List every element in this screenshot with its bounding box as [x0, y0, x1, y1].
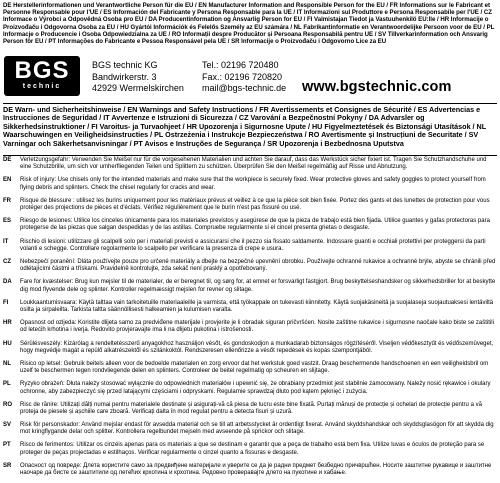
language-code: DE	[3, 157, 12, 163]
instruction-row	[3, 361, 497, 381]
language-code: FR	[3, 197, 11, 204]
instruction-text: Opasnost od ozljeda: Koristite dlijeta samo za predviđene materijale i provjerite je li obradak siguran pričvršćen. Nosite zaštitne rukavice i sigurnosne naočale kako biste se zaštitili od letećih krhotina i iverja. Redovito provjeravajte ima li na dlijetu pukotina i istrošenosti.	[20, 320, 494, 334]
language-code: DA	[3, 279, 12, 286]
language-code: PL	[3, 381, 11, 388]
language-code: FI	[3, 299, 9, 306]
instruction-text: Nebezpečí poranění: Dláta používejte pouze pro určené materiály a dbejte na bezpečné upevnění obrobku. Používejte ochranné rukavice a ochranné brýle, abyste se chránili před odlétajícími částmi a třískami. Pravidelně kontrolujte, zda sekáč není prasklý a opotřebovaný.	[20, 258, 496, 273]
instruction-text: Risk för personskador: Använd mejslar endast för avsedda material och se till att arbetsstycket är ordentligt fixerat. Använd skyddshandskar och skyddsglasögon för att skydda dig mot kringflygande delar och splitter. Kontrollera regelbundet mejseln med avseende på sprickor och slitage.	[20, 422, 494, 436]
language-code: CZ	[3, 258, 11, 265]
instruction-row	[3, 177, 497, 197]
company-street: Bandwirkerstr. 3	[92, 71, 157, 82]
language-code: NL	[3, 360, 11, 367]
instruction-text: Risc de rănire: Utilizați dălți numai pentru materialele destinate și asigurați-vă că piesa de lucru este bine fixată. Purtați mănuși de protecție și ochelari de protecție pentru a vă proteja de piesele și așchiile care zboară. Verificați dalta în mod regulat pentru a detecta fisuri și uzură.	[20, 401, 482, 415]
company-name: BGS technic KG	[92, 60, 158, 70]
instruction-row	[3, 218, 497, 238]
instruction-text: Risco de ferimentos: Utilizar os cinzéis apenas para os materiais a que se destinam e garantir que a peça de trabalho está bem fixa. Utilize luvas e óculos de proteção para se proteger de peças projectadas e estilhaços. Verificar regularmente o cinzel quanto a fissuras e desgaste.	[20, 442, 485, 456]
safety-heading: DE Warn- und Sicherheitshinweise / EN Warnings and Safety Instructions / FR Avertissements et Consignes de Sécurité / ES Advertencias e Instrucciones de Seguridad / IT Avvertenze e Istruzioni di Sicurezza / CZ Varování a Bezpečnostní Pokyny / DA Advarsler og Sikkerhedsinstruktioner / FI Varoitus- ja Turvaohjeet / HR Upozorenja i Sigurnosne Upute / HU Figyelmeztetések és Biztonsági Utasítások / NL Waarschuwingen en Veiligheidsinstructies / PL Ostrzeżenia i Instrukcje Bezpieczeństwa / RO Avertismente și Instrucțiuni de Securitate / SV Varningar och Säkerhetsanvisningar / PT Avisos e Instruções de Segurança / SR Upozorenja i Bezbednosna Uputstva	[3, 105, 487, 148]
instruction-row	[3, 422, 497, 442]
language-code: HU	[3, 340, 12, 347]
instruction-row	[3, 402, 497, 422]
language-code: SV	[3, 422, 12, 429]
phone-number: Tel.: 02196 720480	[202, 60, 279, 70]
instruction-row	[3, 442, 497, 462]
divider-top	[3, 103, 497, 104]
language-code: IT	[3, 238, 9, 245]
logo-subtitle: technic	[22, 83, 62, 90]
fax-number: Fax.: 02196 720820	[202, 71, 283, 82]
website-url: www.bgstechnic.com	[302, 79, 452, 95]
instruction-row	[3, 239, 497, 259]
manufacturer-info-heading: DE Herstellerinformationen und Verantwortliche Person für die EU / EN Manufacturer Information and Responsible Person for the EU / FR Informations sur le Fabricant et Personne Responsable pour l'UE / ES Información del Fabricante y Persona Responsable para la UE / IT Informazioni sul Produttore e Persona Responsabile per l'UE / CZ Informace o Výrobci a Odpovědná Osoba pro EU / DA Producentinformation og Ansvarlig Person for EU / FI Valmistajan Tiedot ja Vastuuhenkilö EU:lle / HR Informacije o Proizvođaču i Odgovorna Osoba za EU / HU Gyártói Információk és Felelős Személy az EU számára / NL Fabrikantinformatie en Verantwoordelijke Persoon voor de EU / PL Informacje o Producencie i Osoba Odpowiedzialna za UE / RO Informații despre Producător și Persoana Responsabilă pentru UE / SV Tillverkarinformation och Ansvarig Person för EU / PT Informações do Fabricante e Pessoa Responsável pela UE / SR Informacije o Proizvođaču i Odgovorno Lice za EU	[3, 2, 495, 46]
instruction-row	[3, 463, 497, 483]
language-code: HR	[3, 320, 12, 327]
email-address: mail@bgs-technic.de	[202, 83, 287, 93]
instruction-text: Sérülésveszély: Kizárólag a rendeltetésszerű anyagokhoz használjon vésőt, és gondoskodjon a munkadarab biztonságos rögzítéséről. Viseljen védőkesztyűt és védőszemüveget, hogy megvédje magát a repülő alkatrészektől és szilánkoktól. Rendszeresen ellenőrizze a vésőt repedések és kopás szempontjából.	[20, 340, 494, 354]
company-city: 42929 Wermelskirchen	[92, 83, 184, 93]
instruction-row	[3, 341, 497, 361]
language-code: RO	[3, 401, 12, 408]
safety-instructions-list	[3, 157, 497, 483]
company-contact	[202, 60, 286, 95]
instruction-row	[3, 157, 497, 177]
instruction-text: Ryzyko obrażeń: Dłuta należy stosować wyłącznie do odpowiednich materiałów i upewnić się, że obrabiany przedmiot jest stabilnie zamocowany. Należy nosić rękawice i okulary ochronne, aby zabezpieczyć się przed latającymi częściami i odpryskami. Regularnie sprawdzaj dłuto pod kątem pęknięć i zużycia.	[20, 381, 491, 395]
instruction-row	[3, 259, 497, 279]
instruction-text: Risico op letsel: Gebruik beitels alleen voor de bedoelde materialen en zorg ervoor dat het werkstuk goed vastzit. Draag beschermende handschoenen en een veiligheidsbril om uzelf te beschermen tegen rondvliegende delen en splinters. Controleer de beitel regelmatig op scheuren en slijtage.	[20, 360, 489, 375]
instruction-text: Riesgo de lesiones: Utilice los cinceles únicamente para los materiales previstos y asegúrese de que la pieza de trabajo está bien fijada. Utilice guantes y gafas protectoras para protegerse de las piezas que salgan despedidas y de las astillas. Compruebe regularmente si el cincel presenta grietas o desgaste.	[20, 218, 490, 232]
instruction-row	[3, 279, 497, 299]
company-address	[92, 60, 184, 95]
instruction-row	[3, 300, 497, 320]
instruction-text: Verletzungsgefahr: Verwenden Sie Meißel nur für die vorgesehenen Materialien und achten Sie darauf, dass das Werkstück sicher fixiert ist. Tragen Sie Schutzhandschuhe und eine Schutzbrille, um sich vor umherfliegenden Teilen und Splittern zu schützen. Überprüfen Sie den Meißel regelmäßig auf Risse und Abnutzung.	[20, 157, 487, 171]
instruction-text: Loukkaantumisvaara: Käytä talttaa vain tarkoitetuille materiaaleille ja varmista, että työkappale on tukevasti kiinnitetty. Käytä suojakäsineitä ja suojalaseja suojautuaksesi lentäviltä osilta ja sirpaleilta. Tarkista taltta säännöllisesti halkeamien ja kulumisen varalta.	[20, 299, 494, 313]
instruction-text: Опасност од повреде: Длета користите само за предвиђене материјале и уверите се да је радни предмет безбедно причвршћен. Носите заштитне рукавице и заштитне наочаре да бисте се заштитили од летећих крхотина и крхотина. Редовно проверавајте длето на пукотине и хабање.	[20, 462, 492, 477]
language-code: EN	[3, 177, 12, 184]
instruction-row	[3, 198, 497, 218]
instruction-text: Risk of injury: Use chisels only for the intended materials and make sure that the workpiece is securely fixed. Wear protective gloves and safety goggles to protect yourself from flying debris and splinters. Check the chisel regularly for cracks and wear.	[20, 177, 486, 191]
instruction-text: Rischio di lesioni: utilizzare gli scalpelli solo per i materiali previsti e assicurarsi che il pezzo sia fissato saldamente. Indossare guanti e occhiali protettivi per proteggersi da parti volanti e schegge. Controllare regolarmente lo scalpello per verificare la presenza di crepe e usura.	[20, 238, 486, 252]
instruction-row	[3, 320, 497, 340]
instruction-text: Risque de blessure : utilisez les burins uniquement pour les matériaux prévus et veillez à ce que la pièce soit bien fixée. Portez des gants et des lunettes de protection pour vous protéger des projections de pièces et d'éclats. Vérifiez régulièrement que le burin n'est pas fissuré ou usé.	[20, 197, 490, 211]
language-code: PT	[3, 442, 11, 449]
logo-text: BGS	[14, 57, 70, 84]
instruction-row	[3, 381, 497, 401]
bgs-logo	[4, 56, 80, 96]
instruction-text: Fare for kvæstelser: Brug kun mejsler til de materialer, de er beregnet til, og sørg for, at emnet er forsvarligt fastgjort. Brug beskyttelseshandsker og sikkerhedsbriller for at beskytte dig mod flyvende dele og splinter. Kontroller regelmæssigt mejslen for revner og slitage.	[20, 279, 496, 293]
divider-middle	[3, 155, 497, 156]
language-code: SR	[3, 462, 12, 469]
language-code: ES	[3, 218, 12, 225]
